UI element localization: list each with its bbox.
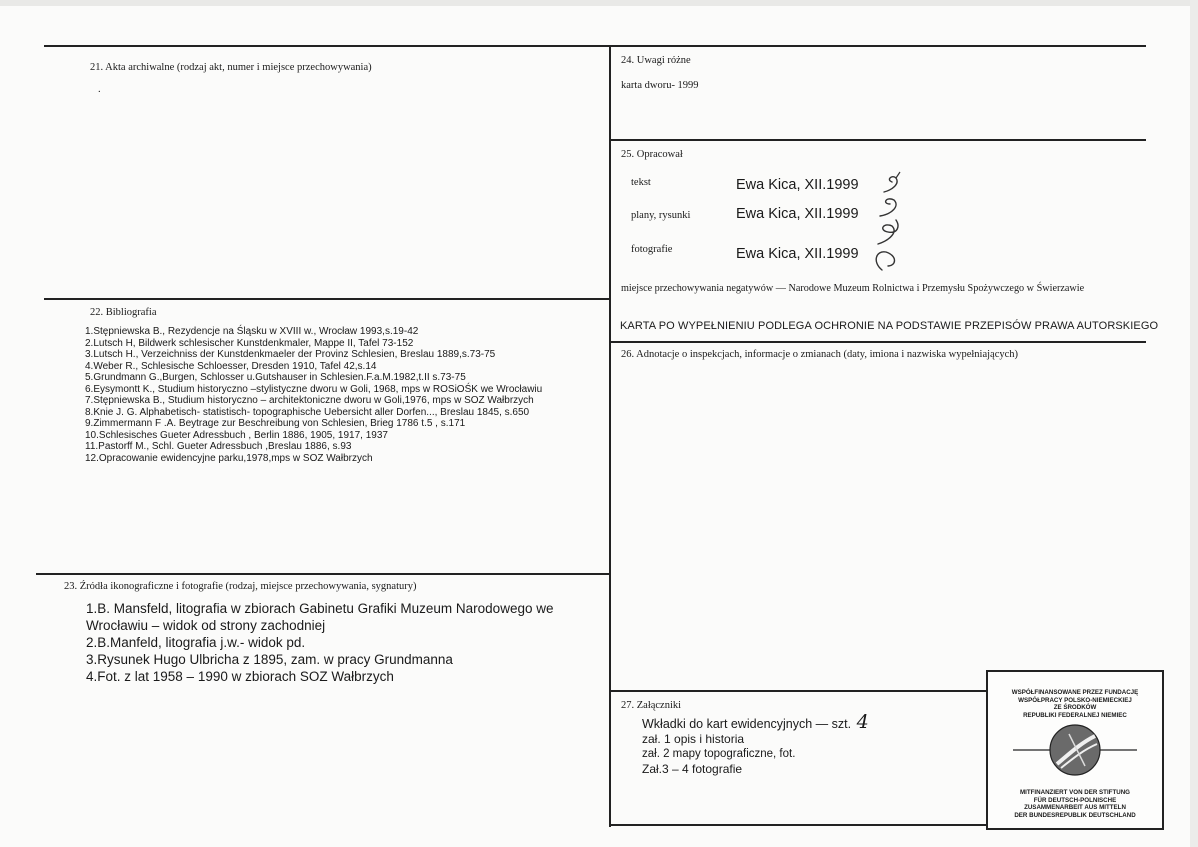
section-22-title: 22. Bibliografia: [90, 307, 157, 318]
prepared-text-label: tekst: [631, 177, 651, 188]
attachment-item: Zał.3 – 4 fotografie: [642, 762, 743, 776]
attachments-count: 4: [856, 711, 869, 733]
list-item: 1.B. Mansfeld, litografia w zbiorach Gabinetu Grafiki Muzeum Narodowego we: [86, 601, 554, 616]
rule-top: [44, 45, 1146, 47]
list-item: 12.Opracowanie ewidencyjne parku,1978,mps w SOZ Wałbrzych: [85, 452, 373, 464]
signature-image: [870, 170, 910, 278]
rule-24-25: [609, 139, 1146, 141]
attachments-inserts: Wkładki do kart ewidencyjnych — szt.: [642, 717, 852, 731]
section-21-body: .: [98, 84, 101, 95]
section-25-title: 25. Opracował: [621, 149, 683, 160]
prepared-plans-value: Ewa Kica, XII.1999: [736, 206, 859, 222]
rule-bottom: [609, 824, 987, 826]
scan-edge-top: [0, 0, 1198, 6]
negatives-storage: miejsce przechowywania negatywów — Narodowe Muzeum Rolnictwa i Przemysłu Spożywczego w Świerzawie: [621, 283, 1085, 294]
rule-25-26: [609, 341, 1146, 343]
rule-21-22: [44, 298, 611, 300]
attachments-line: [642, 711, 869, 733]
section-23-title: 23. Źródła ikonograficzne i fotografie (rodzaj, miejsce przechowywania, sygnatury): [64, 581, 417, 592]
list-item: 3.Rysunek Hugo Ulbricha z 1895, zam. w pracy Grundmanna: [86, 652, 453, 667]
prepared-text-value: Ewa Kica, XII.1999: [736, 177, 859, 193]
section-24-title: 24. Uwagi różne: [621, 55, 691, 66]
attachments-list: [642, 711, 869, 777]
prepared-photos-value: Ewa Kica, XII.1999: [736, 246, 859, 262]
prepared-plans-label: plany, rysunki: [631, 210, 691, 221]
foundation-stamp: [986, 670, 1164, 830]
prepared-photos-label: fotografie: [631, 244, 673, 255]
iconographic-sources-list: [86, 600, 596, 685]
rule-22-23: [36, 573, 611, 575]
list-item: Wrocławiu – widok od strony zachodniej: [86, 618, 326, 633]
rule-center: [609, 45, 611, 827]
stamp-bottom-text: MITFINANZIERT VON DER STIFTUNG FÜR DEUTSCH-POLNISCHE ZUSAMMENARBEIT AUS MITTELN DER BUNDESREPUBLIK DEUTSCHLAND: [1014, 789, 1136, 819]
scan-edge-right: [1190, 0, 1198, 847]
section-26-title: 26. Adnotacje o inspekcjach, informacje o zmianach (daty, imiona i nazwiska wypełniających): [621, 349, 1019, 360]
list-item: 4.Fot. z lat 1958 – 1990 w zbiorach SOZ Wałbrzych: [86, 669, 394, 684]
section-21-title: 21. Akta archiwalne (rodzaj akt, numer i miejsce przechowywania): [90, 62, 372, 73]
list-item: 9.Zimmermann F .A. Beytrage zur Beschreibung von Schlesien, Brieg 1786 t.5 , s.171: [85, 418, 466, 429]
list-item: 7.Stępniewska B., Studium historyczno – architektoniczne dworu w Goli,1976, mps w SOZ Wałbrzych: [85, 395, 534, 406]
section-27-title: 27. Załączniki: [621, 700, 682, 711]
list-item: 1.Stępniewska B., Rezydencje na Śląsku w XVIII w., Wrocław 1993,s.19-42: [85, 326, 419, 337]
list-item: 8.Knie J. G. Alphabetisch- statistisch- topographische Uebersicht aller Dorfen..., Breslau 1845, s.650: [85, 406, 530, 418]
copyright-notice: KARTA PO WYPEŁNIENIU PODLEGA OCHRONIE NA PODSTAWIE PRZEPISÓW PRAWA AUTORSKIEGO: [620, 320, 1159, 332]
section-24-body: karta dworu- 1999: [621, 80, 699, 91]
foundation-logo-icon: [1013, 722, 1137, 778]
bibliography-list: [85, 326, 595, 464]
attachment-item: zał. 2 mapy topograficzne, fot.: [642, 748, 796, 760]
list-item: 5.Grundmann G.,Burgen, Schlosser u.Gutshauser in Schlesien.F.a.M.1982,t.II s.73-75: [85, 372, 466, 383]
attachment-item: zał. 1 opis i historia: [642, 732, 745, 746]
list-item: 10.Schlesisches Gueter Adressbuch , Berlin 1886, 1905, 1917, 1937: [85, 429, 388, 441]
list-item: 2.B.Manfeld, litografia j.w.- widok pd.: [86, 635, 306, 650]
list-item: 3.Lutsch H., Verzeichniss der Kunstdenkmaeler der Provinz Schlesien, Breslau 1889,s.73-75: [85, 349, 496, 360]
list-item: 11.Pastorff M., Schl. Gueter Adressbuch ,Breslau 1886, s.93: [85, 441, 352, 452]
rule-26-27: [609, 690, 987, 692]
list-item: 6.Eysymontt K., Studium historyczno –stylistyczne dworu w Goli, 1968, mps w ROSiOŚK we Wrocławiu: [85, 383, 543, 395]
list-item: 4.Weber R., Schlesische Schloesser, Dresden 1910, Tafel 42,s.14: [85, 360, 377, 372]
stamp-top-text: WSPÓŁFINANSOWANE PRZEZ FUNDACJĘ WSPÓŁPRACY POLSKO-NIEMIECKIEJ ZE ŚRODKÓW REPUBLIKI FEDERALNEJ NIEMIEC: [1011, 689, 1139, 719]
list-item: 2.Lutsch H, Bildwerk schlesischer Kunstdenkmaler, Mappe II, Tafel 73-152: [85, 337, 414, 349]
